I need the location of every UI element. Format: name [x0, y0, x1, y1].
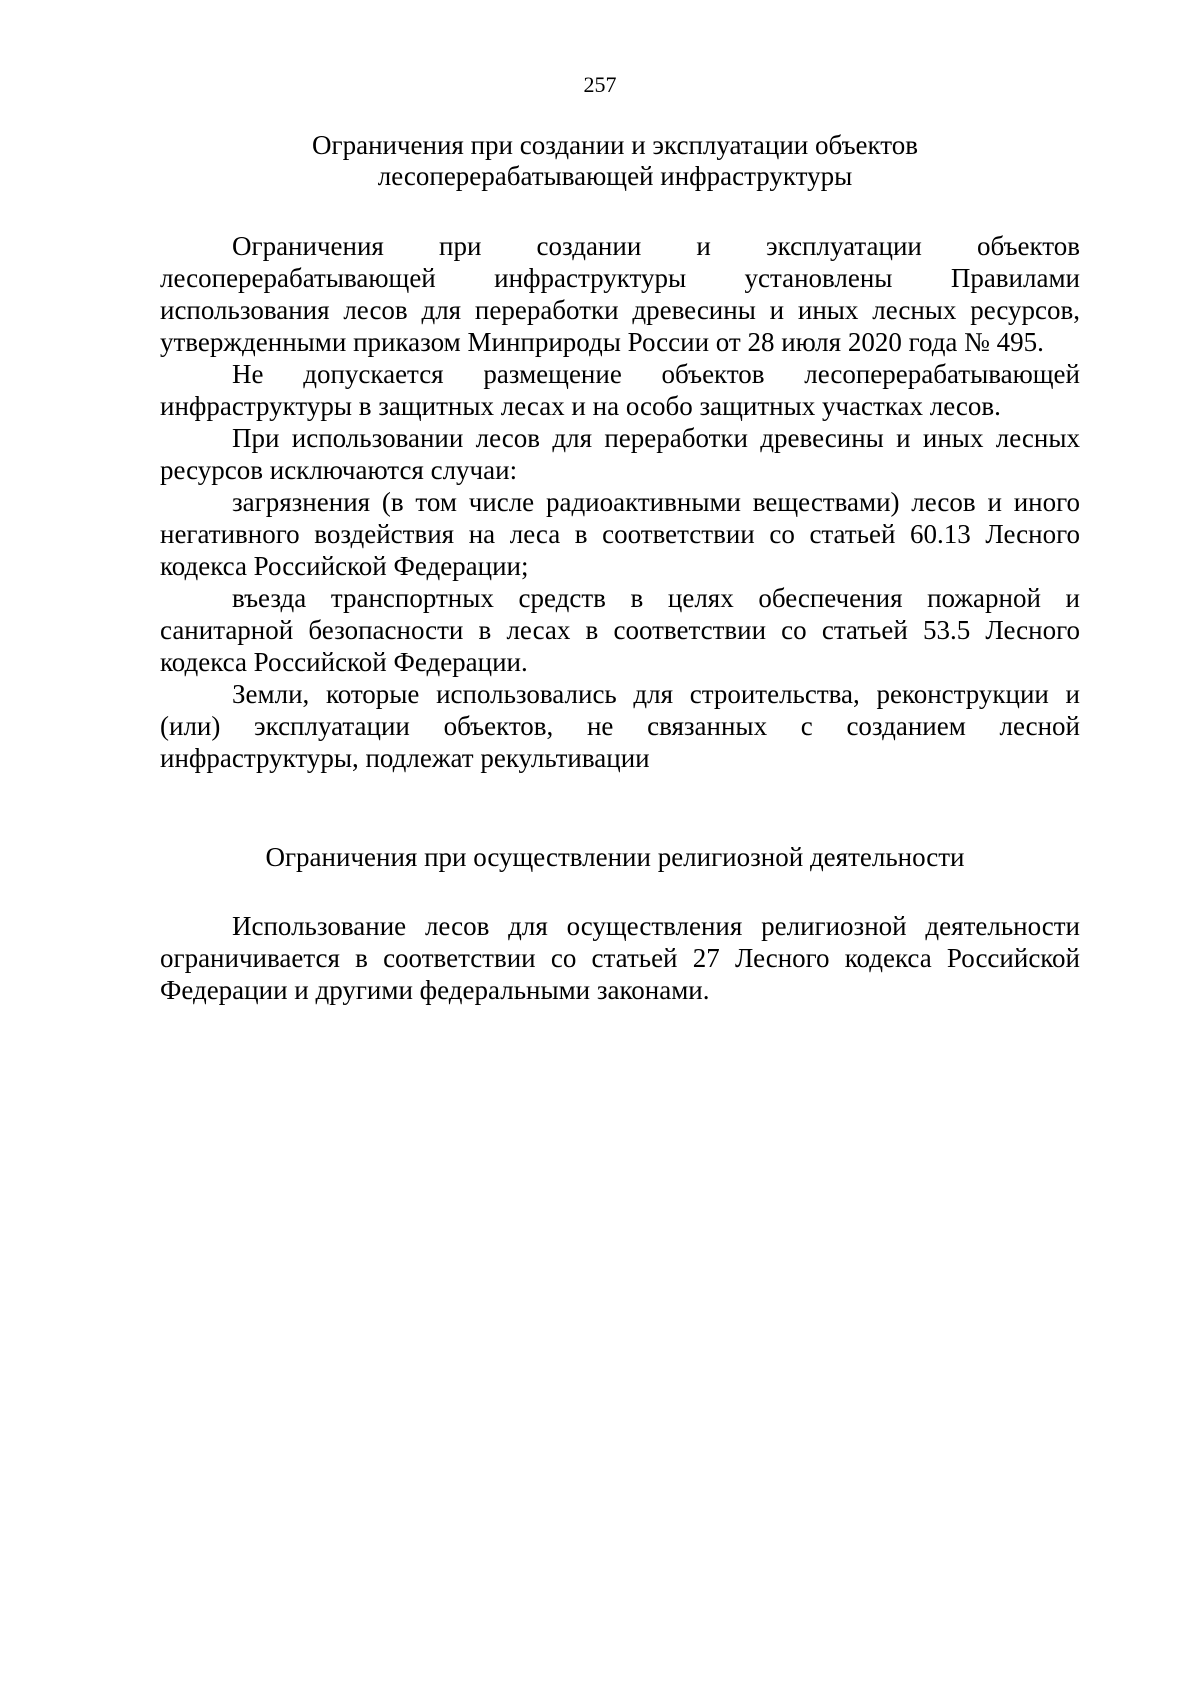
paragraph: При использовании лесов для переработки древесины и иных лесных ресурсов исключаются случаи: [160, 423, 1080, 485]
section-body-wood-processing [160, 230, 1080, 774]
section-heading-religious-activity: Ограничения при осуществлении религиозной деятельности [265, 842, 965, 872]
paragraph: загрязнения (в том числе радиоактивными веществами) лесов и иного негативного воздействия на леса в соответствии со статьей 60.13 Лесного кодекса Российской Федерации; [160, 487, 1080, 581]
section-body-religious-activity [160, 910, 1080, 1006]
paragraph: Не допускается размещение объектов лесоперерабатывающей инфраструктуры в защитных лесах и на особо защитных участках лесов. [160, 359, 1080, 421]
paragraph: въезда транспортных средств в целях обеспечения пожарной и санитарной безопасности в лесах в соответствии со статьей 53.5 Лесного кодекса Российской Федерации. [160, 583, 1080, 677]
paragraph: Ограничения при создании и эксплуатации объектов лесоперерабатывающей инфраструктуры установлены Правилами использования лесов для переработки древесины и иных лесных ресурсов, утвержденными приказом Минприроды России от 28 июля 2020 года № 495. [160, 231, 1080, 357]
section-heading-line: Ограничения при создании и эксплуатации объектов [312, 130, 918, 160]
section-heading-line: лесоперерабатывающей инфраструктуры [377, 161, 853, 191]
paragraph: Земли, которые использовались для строительства, реконструкции и (или) эксплуатации объектов, не связанных с созданием лесной инфраструктуры, подлежат рекультивации [160, 679, 1080, 773]
page-number: 257 [583, 72, 617, 97]
paragraph: Использование лесов для осуществления религиозной деятельности ограничивается в соответствии со статьей 27 Лесного кодекса Российской Федерации и другими федеральными законами. [160, 911, 1080, 1005]
section-heading-wood-processing [150, 130, 1080, 192]
